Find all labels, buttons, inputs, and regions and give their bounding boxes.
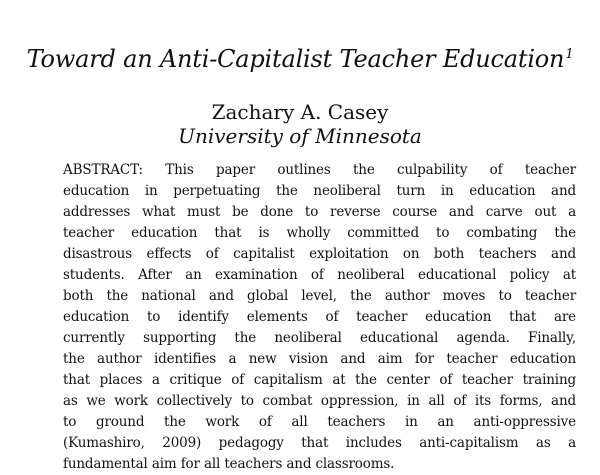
abstract-line: students. After an examination of neoliberal educational policy at xyxy=(63,267,576,283)
abstract-line: (Kumashiro, 2009) pedagogy that includes anti-capitalism as a xyxy=(63,435,576,451)
abstract-line: to ground the work of all teachers in an anti-oppressive xyxy=(63,414,576,430)
paper-title-text: Toward an Anti-Capitalist Teacher Education xyxy=(26,45,565,73)
author-name: Zachary A. Casey xyxy=(211,100,389,124)
abstract-line: the author identifies a new vision and aim for teacher education xyxy=(63,351,576,367)
abstract-line: education to identify elements of teacher education that are xyxy=(63,309,576,325)
abstract-line: both the national and global level, the author moves to teacher xyxy=(63,288,576,304)
abstract-line: education in perpetuating the neoliberal turn in education and xyxy=(63,183,576,199)
abstract-line: disastrous effects of capitalist exploitation on both teachers and xyxy=(63,246,576,262)
footnote-marker: 1 xyxy=(565,47,574,62)
paper-title xyxy=(0,44,600,74)
author-affiliation: University of Minnesota xyxy=(178,124,422,148)
abstract-line: currently supporting the neoliberal educational agenda. Finally, xyxy=(63,330,576,346)
abstract-line: fundamental aim for all teachers and classrooms. xyxy=(63,456,395,472)
abstract-line: addresses what must be done to reverse course and carve out a xyxy=(63,204,576,220)
abstract-line: teacher education that is wholly committed to combating the xyxy=(63,225,576,241)
abstract-line: that places a critique of capitalism at the center of teacher training xyxy=(63,372,576,388)
abstract xyxy=(63,160,576,475)
abstract-line: as we work collectively to combat oppression, in all of its forms, and xyxy=(63,393,576,409)
abstract-line: ABSTRACT: This paper outlines the culpability of teacher xyxy=(63,162,576,178)
